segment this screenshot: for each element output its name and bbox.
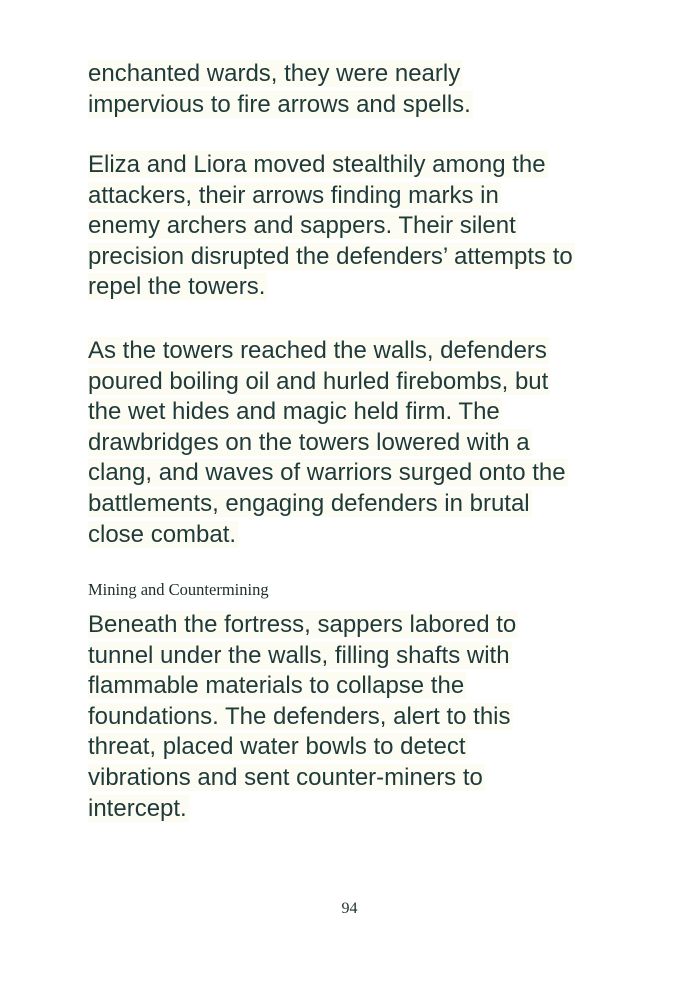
text-line: drawbridges on the towers lowered with a [88,428,530,456]
text-line: Eliza and Liora moved stealthily among the [88,151,546,178]
text-line: intercept. [88,794,187,822]
text-line: tunnel under the walls, filling shafts with [88,641,510,669]
text-line: threat, placed water bowls to detect [88,733,466,761]
text-line: precision disrupted the defenders’ attempts to [88,242,573,270]
text-line: battlements, engaging defenders in brutal [88,489,530,517]
text-line: clang, and waves of warriors surged onto the [88,459,566,487]
page-number: 94 [341,900,358,917]
text-line: poured boiling oil and hurled firebombs, but [88,367,549,395]
text-line: enemy archers and sappers. Their silent [88,212,516,240]
paragraph-wards [88,59,628,120]
paragraph-eliza-liora [88,150,628,303]
text-line: attackers, their arrows finding marks in [88,181,499,209]
text-line: flammable materials to collapse the [88,672,465,700]
paragraph-mining [88,610,628,824]
text-line: vibrations and sent counter-miners to [88,763,483,791]
paragraph-towers-walls [88,336,628,550]
text-line: foundations. The defenders, alert to this [88,702,511,730]
text-line: the wet hides and magic held firm. The [88,398,500,426]
text-line: As the towers reached the walls, defenders [88,337,547,364]
text-line: impervious to fire arrows and spells. [88,90,471,118]
text-line: repel the towers. [88,273,266,301]
section-heading: Mining and Countermining [88,580,269,599]
text-line: enchanted wards, they were nearly [88,60,461,87]
text-line: close combat. [88,520,237,548]
text-line: Beneath the fortress, sappers labored to [88,611,517,638]
